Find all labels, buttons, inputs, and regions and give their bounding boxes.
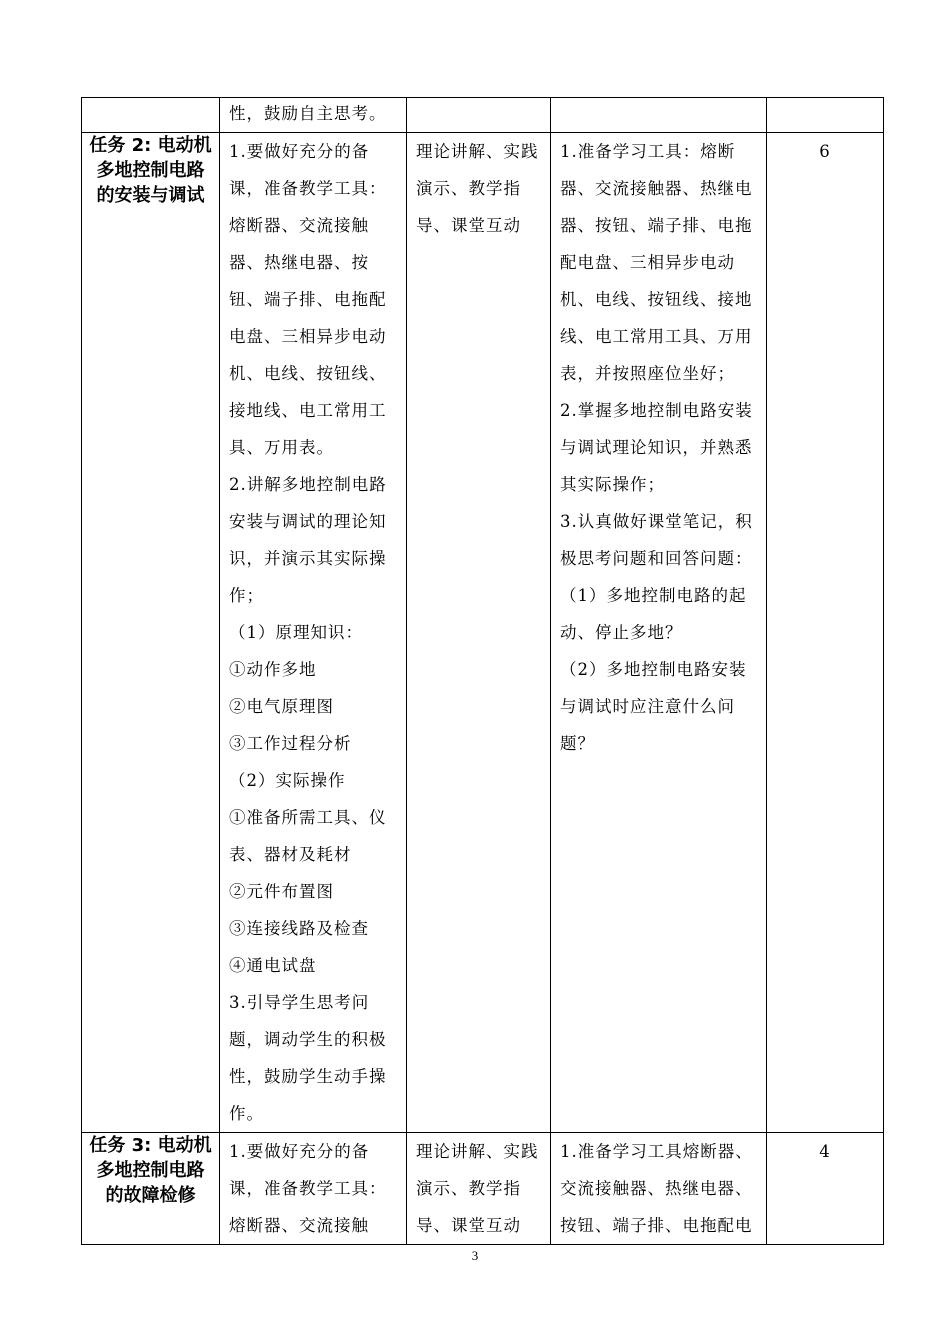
content-cell	[220, 133, 407, 1133]
lesson-plan-table	[81, 97, 884, 1245]
page-number: 3	[471, 1248, 479, 1263]
activity-line: 1.准备学习工具熔断器、交流接触器、热继电器、按钮、端子排、电拖配电	[560, 1142, 753, 1235]
table-row	[82, 1133, 884, 1245]
content-line: 3.引导学生思考问题，调动学生的积极性，鼓励学生动手操作。	[229, 993, 387, 1123]
content-line: 2.讲解多地控制电路安装与调试的理论知识，并演示其实际操作；	[229, 475, 387, 605]
activities-cell	[551, 1133, 767, 1245]
activities-cell	[551, 133, 767, 1133]
activity-line: （2）多地控制电路安装与调试时应注意什么问题？	[560, 660, 747, 753]
activity-line: （1）多地控制电路的起动、停止多地？	[560, 586, 747, 642]
activities-cell	[551, 98, 767, 133]
table-row	[82, 133, 884, 1133]
methods-text: 理论讲解、实践演示、教学指导、课堂互动	[416, 142, 539, 235]
content-cell	[220, 1133, 407, 1245]
methods-text: 理论讲解、实践演示、教学指导、课堂互动	[416, 1142, 539, 1235]
activity-line: 2.掌握多地控制电路安装与调试理论知识，并熟悉其实际操作；	[560, 401, 753, 494]
task-cell	[82, 98, 220, 133]
content-cell	[220, 98, 407, 133]
table-row	[82, 98, 884, 133]
activity-line: 3.认真做好课堂笔记，积极思考问题和回答问题：	[560, 512, 753, 568]
content-line: 1.要做好充分的备课，准备教学工具：熔断器、交流接触器、热继电器、按钮、端子排、电拖配电盘、三相异步电动机、电线、按钮线、接地线、电工常用工具、万用表。	[229, 142, 387, 457]
methods-cell	[407, 98, 551, 133]
content-line: （2）实际操作	[229, 771, 346, 790]
activity-line: 1.准备学习工具：熔断器、交流接触器、热继电器、按钮、端子排、电拖配电盘、三相异步电动机、电线、按钮线、接地线、电工常用工具、万用表，并按照座位坐好；	[560, 142, 753, 383]
task-cell: 任务 2: 电动机多地控制电路的安装与调试	[82, 133, 220, 1133]
content-line: ①动作多地	[229, 660, 317, 679]
content-line: （1）原理知识：	[229, 623, 363, 642]
content-line: 性，鼓励自主思考。	[229, 104, 387, 123]
task-cell: 任务 3: 电动机多地控制电路的故障检修	[82, 1133, 220, 1245]
content-line: 1.要做好充分的备课，准备教学工具：熔断器、交流接触	[229, 1142, 387, 1235]
content-line: ①准备所需工具、仪表、器材及耗材	[229, 808, 387, 864]
content-line: ②电气原理图	[229, 697, 334, 716]
hours-cell: 6	[767, 133, 884, 1133]
hours-cell: 4	[767, 1133, 884, 1245]
methods-cell	[407, 133, 551, 1133]
content-line: ③连接线路及检查	[229, 919, 369, 938]
content-line: ④通电试盘	[229, 956, 317, 975]
methods-cell	[407, 1133, 551, 1245]
content-line: ③工作过程分析	[229, 734, 352, 753]
hours-cell	[767, 98, 884, 133]
content-line: ②元件布置图	[229, 882, 334, 901]
